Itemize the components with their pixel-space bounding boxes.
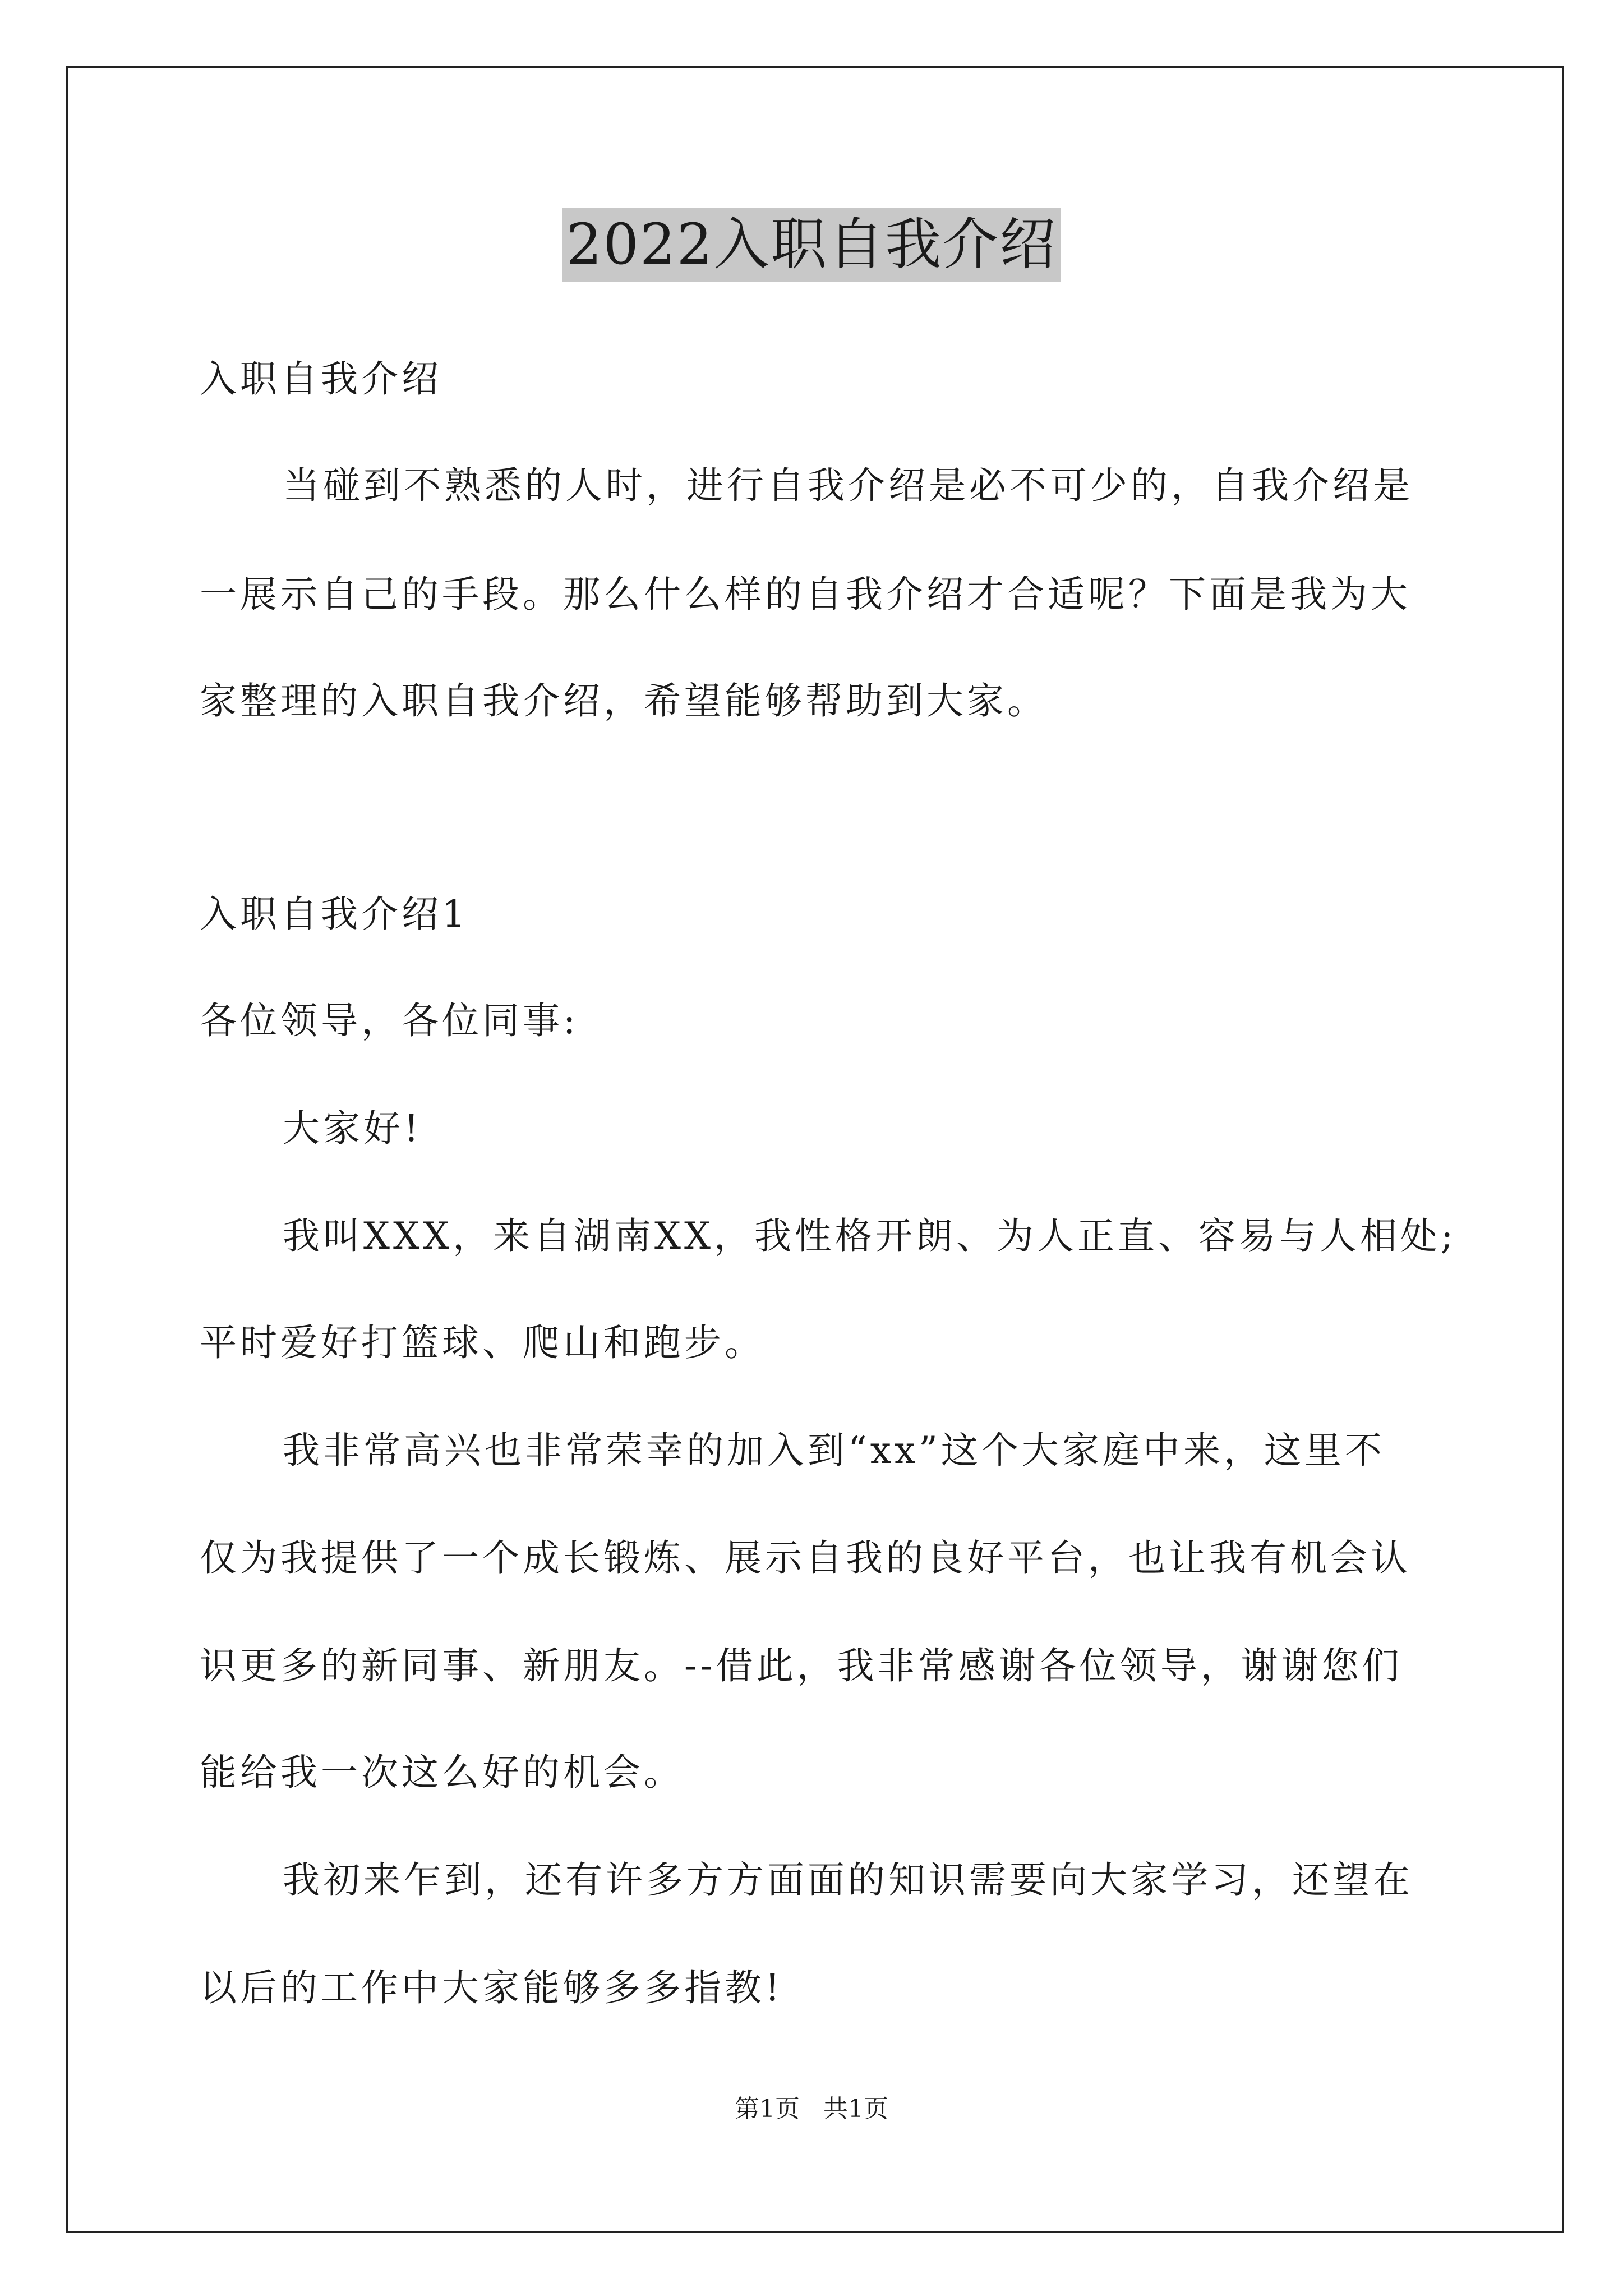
body-paragraph-line: 我叫XXX，来自湖南XX，我性格开朗、为人正直、容易与人相处; bbox=[283, 1214, 1457, 1258]
salutation: 各位领导，各位同事: bbox=[200, 999, 579, 1042]
page-footer: 第1页 共1页 bbox=[735, 2095, 888, 2123]
intro-paragraph-line: 当碰到不熟悉的人时，进行自我介绍是必不可少的，自我介绍是 bbox=[283, 464, 1413, 507]
body-paragraph-line: 能给我一次这么好的机会。 bbox=[200, 1751, 684, 1794]
body-paragraph-line: 平时爱好打篮球、爬山和跑步。 bbox=[200, 1321, 765, 1364]
title-container bbox=[0, 208, 1623, 282]
document-title: 2022入职自我介绍 bbox=[562, 208, 1062, 282]
greeting: 大家好! bbox=[283, 1107, 422, 1150]
body-paragraph-line: 我非常高兴也非常荣幸的加入到“xx”这个大家庭中来，这里不 bbox=[283, 1429, 1385, 1472]
intro-paragraph-line: 家整理的入职自我介绍，希望能够帮助到大家。 bbox=[200, 679, 1048, 723]
body-paragraph-line: 仅为我提供了一个成长锻炼、展示自我的良好平台，也让我有机会认 bbox=[200, 1536, 1411, 1580]
section-heading: 入职自我介绍1 bbox=[200, 892, 469, 936]
subtitle: 入职自我介绍 bbox=[200, 357, 442, 401]
body-paragraph-line: 以后的工作中大家能够多多指教! bbox=[200, 1966, 783, 2009]
body-paragraph-line: 识更多的新同事、新朋友。--借此，我非常感谢各位领导，谢谢您们 bbox=[200, 1644, 1403, 1687]
intro-paragraph-line: 一展示自己的手段。那么什么样的自我介绍才合适呢？下面是我为大 bbox=[200, 573, 1411, 616]
body-paragraph-line: 我初来乍到，还有许多方方面面的知识需要向大家学习，还望在 bbox=[283, 1858, 1413, 1902]
